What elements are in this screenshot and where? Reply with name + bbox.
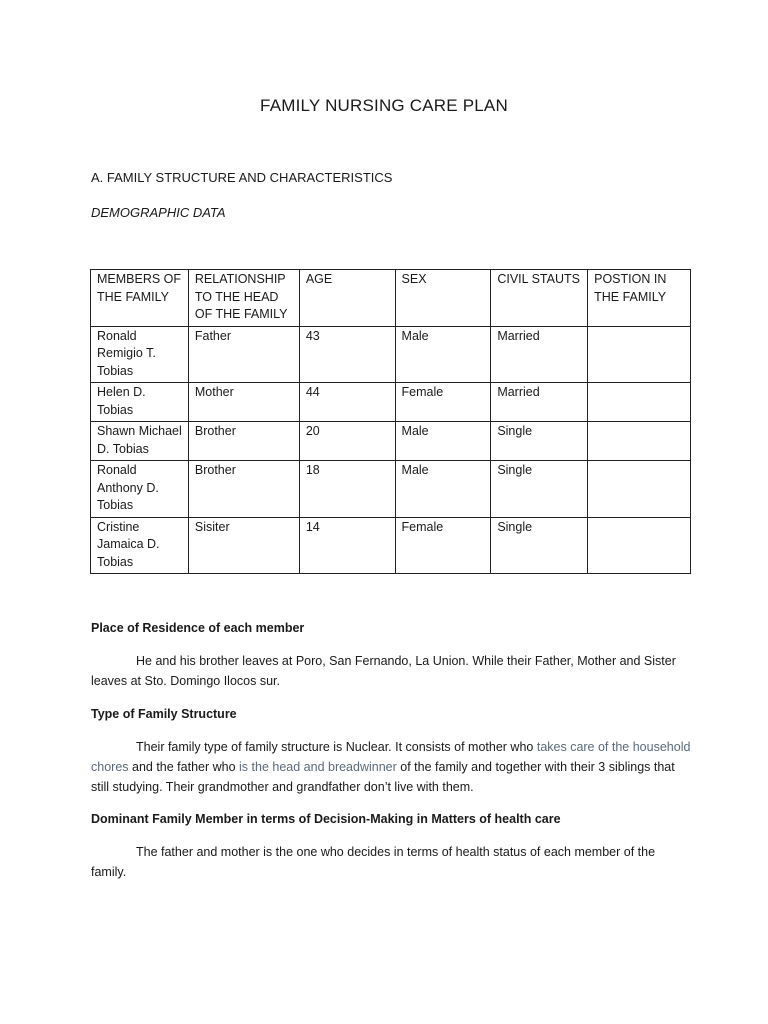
cell-age: 44 <box>299 383 395 422</box>
cell-sex: Female <box>395 517 491 574</box>
cell-civil-status: Single <box>491 461 588 518</box>
family-structure-heading: Type of Family Structure <box>91 707 237 721</box>
structure-highlight-chores: takes care of the household chores <box>91 740 691 774</box>
structure-text-part: Their family type of family structure is Nuclear. It consists of mother who <box>136 740 537 754</box>
document-title: FAMILY NURSING CARE PLAN <box>260 96 508 115</box>
cell-age: 20 <box>299 422 395 461</box>
header-age: AGE <box>299 270 395 327</box>
cell-civil-status: Single <box>491 422 588 461</box>
cell-relationship: Father <box>188 326 299 383</box>
cell-member: Ronald Anthony D. Tobias <box>91 461 189 518</box>
cell-civil-status: Married <box>491 326 588 383</box>
header-relationship: RELATIONSHIP TO THE HEAD OF THE FAMILY <box>188 270 299 327</box>
decision-making-section <box>91 809 691 882</box>
cell-sex: Male <box>395 326 491 383</box>
residence-heading: Place of Residence of each member <box>91 621 305 635</box>
cell-member: Ronald Remigio T. Tobias <box>91 326 189 383</box>
cell-relationship: Sisiter <box>188 517 299 574</box>
table-header-row <box>91 270 691 327</box>
header-sex: SEX <box>395 270 491 327</box>
cell-relationship: Brother <box>188 461 299 518</box>
table-row <box>91 383 691 422</box>
cell-sex: Female <box>395 383 491 422</box>
table-row <box>91 517 691 574</box>
table-row <box>91 461 691 518</box>
cell-position <box>588 326 691 383</box>
structure-text-part: of the family and together with their 3 siblings that still studying. Their grandmother and grandfather don’t live with them. <box>91 760 675 794</box>
cell-member: Helen D. Tobias <box>91 383 189 422</box>
header-position: POSTION IN THE FAMILY <box>588 270 691 327</box>
cell-age: 43 <box>299 326 395 383</box>
cell-age: 18 <box>299 461 395 518</box>
cell-civil-status: Married <box>491 383 588 422</box>
decision-making-text: The father and mother is the one who decides in terms of health status of each member of the family. <box>91 845 656 879</box>
cell-civil-status: Single <box>491 517 588 574</box>
cell-sex: Male <box>395 461 491 518</box>
cell-age: 14 <box>299 517 395 574</box>
table-row <box>91 422 691 461</box>
structure-highlight-breadwinner: is the head and breadwinner <box>239 760 397 774</box>
family-members-table <box>90 269 691 574</box>
cell-member: Shawn Michael D. Tobias <box>91 422 189 461</box>
table-row <box>91 326 691 383</box>
header-civil-status: CIVIL STAUTS <box>491 270 588 327</box>
header-members: MEMBERS OF THE FAMILY <box>91 270 189 327</box>
cell-relationship: Brother <box>188 422 299 461</box>
subsection-heading: DEMOGRAPHIC DATA <box>91 205 226 220</box>
cell-position <box>588 383 691 422</box>
family-structure-section <box>91 704 691 797</box>
residence-section <box>91 618 691 691</box>
cell-position <box>588 461 691 518</box>
cell-relationship: Mother <box>188 383 299 422</box>
structure-text-part: and the father who <box>128 760 240 774</box>
cell-position <box>588 517 691 574</box>
residence-text: He and his brother leaves at Poro, San Fernando, La Union. While their Father, Mother and Sister leaves at Sto. Domingo Ilocos sur. <box>91 654 676 688</box>
cell-position <box>588 422 691 461</box>
cell-member: Cristine Jamaica D. Tobias <box>91 517 189 574</box>
decision-making-heading: Dominant Family Member in terms of Decision-Making in Matters of health care <box>91 812 561 826</box>
section-heading: A. FAMILY STRUCTURE AND CHARACTERISTICS <box>91 170 393 185</box>
cell-sex: Male <box>395 422 491 461</box>
family-structure-text <box>91 737 691 797</box>
